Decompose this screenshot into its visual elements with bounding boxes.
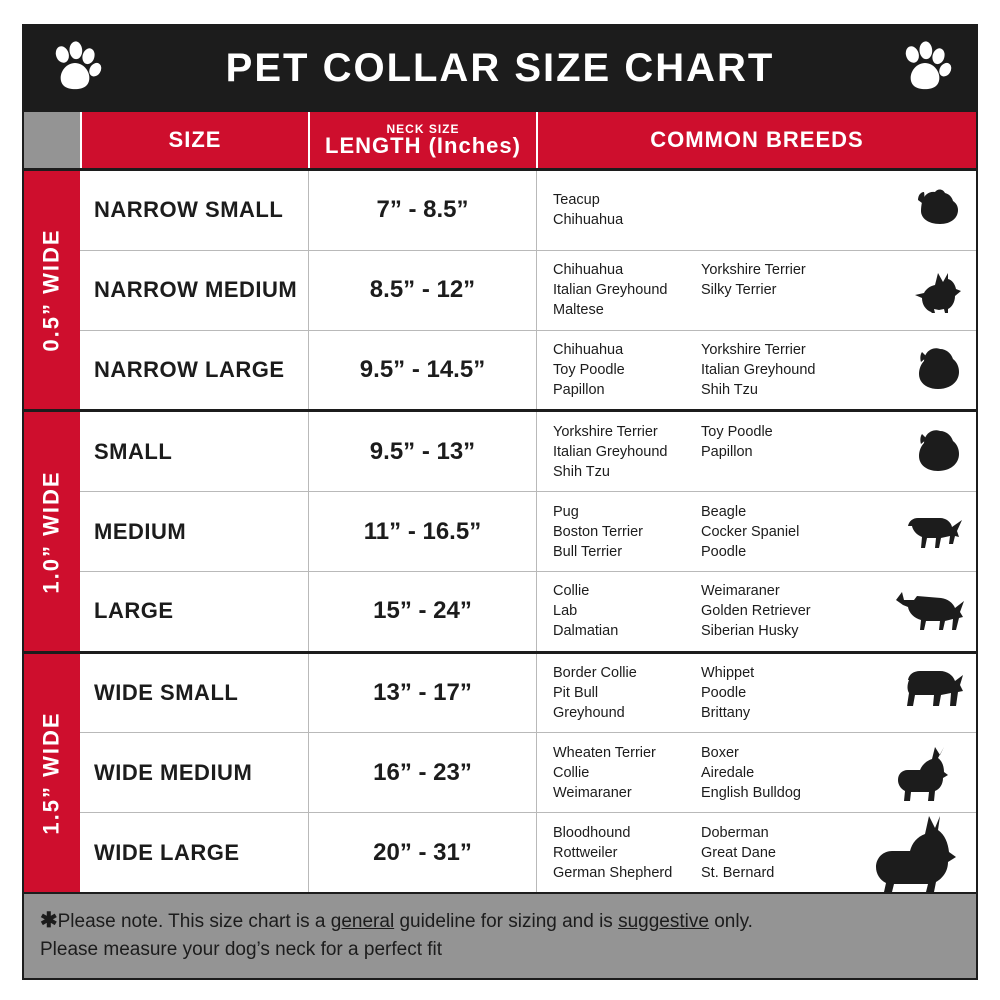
cell-breeds (536, 654, 976, 733)
cell-breeds (536, 331, 976, 410)
cell-length: 9.5” - 13” (308, 412, 536, 491)
breed-item: Yorkshire Terrier (553, 423, 658, 440)
breed-item: Weimaraner (553, 784, 632, 801)
breed-item: Great Dane (701, 844, 776, 861)
breed-item: Papillon (553, 381, 605, 398)
footer-text-suggestive: suggestive (618, 911, 709, 933)
column-header-breeds: COMMON BREEDS (536, 112, 976, 168)
cell-size: WIDE MEDIUM (94, 759, 253, 785)
cell-breeds (536, 813, 976, 892)
footer-text-a: Please note. This size chart is a (57, 911, 331, 933)
breed-item: Maltese (553, 302, 604, 319)
breed-item: Chihuahua (553, 341, 624, 358)
size-table (22, 112, 978, 894)
breed-item: Rottweiler (553, 844, 618, 861)
doberman-icon (870, 814, 966, 892)
breed-list-left (553, 663, 701, 723)
group-rows (80, 171, 976, 409)
breed-list-right (701, 422, 849, 482)
column-header-neck-size: NECK SIZE (386, 122, 460, 137)
breed-item: Airedale (701, 764, 755, 781)
paw-icon (898, 41, 952, 95)
group-label-narrow (24, 171, 80, 409)
footer-note (22, 894, 978, 980)
breed-item: Dalmatian (553, 623, 619, 640)
breed-item: Chihuahua (553, 212, 624, 229)
header-corner-cell (24, 112, 80, 168)
group-label-text: 1.5” WIDE (39, 711, 65, 835)
breed-item: St. Bernard (701, 864, 775, 881)
cell-length: 7” - 8.5” (308, 171, 536, 250)
chihuahua-icon (904, 267, 966, 313)
cell-length: 9.5” - 14.5” (308, 331, 536, 410)
asterisk-icon: ✱ (40, 909, 58, 933)
footer-text-c: only. (708, 911, 753, 933)
table-row (80, 171, 976, 250)
breed-item: Doberman (701, 824, 769, 841)
group-rows (80, 412, 976, 650)
group-label-wide (24, 654, 80, 892)
breed-item: Golden Retriever (701, 603, 811, 620)
breed-item: Italian Greyhound (553, 282, 668, 299)
breed-item: Papillon (701, 443, 753, 460)
cell-breeds (536, 492, 976, 571)
breed-list-left (553, 340, 701, 400)
breed-item: Brittany (701, 705, 751, 722)
cell-size: WIDE SMALL (94, 680, 239, 706)
breed-item: Boxer (701, 744, 739, 761)
fluffy-dog-icon (908, 346, 966, 394)
cell-length: 16” - 23” (308, 733, 536, 812)
table-row (80, 491, 976, 571)
breed-item: Weimaraner (701, 583, 780, 600)
breed-item: Pit Bull (553, 685, 599, 702)
cell-length: 15” - 24” (308, 572, 536, 651)
boxer-icon (892, 745, 966, 801)
breed-item: Collie (553, 583, 590, 600)
paw-icon (48, 41, 102, 95)
bulldog-icon (896, 668, 966, 718)
breed-list-left (553, 581, 701, 641)
breed-list-left (553, 743, 701, 803)
breed-list-right (701, 663, 849, 723)
group-wide (24, 651, 976, 892)
breed-item: Chihuahua (553, 262, 624, 279)
breed-item: Whippet (701, 665, 755, 682)
breed-item: Shih Tzu (553, 463, 610, 480)
cell-size: NARROW SMALL (94, 197, 284, 223)
cell-breeds (536, 251, 976, 330)
group-standard (24, 409, 976, 650)
breed-item: Lab (553, 603, 578, 620)
footer-text-general: general (330, 911, 395, 933)
cell-length: 11” - 16.5” (308, 492, 536, 571)
breed-list-right (701, 260, 849, 320)
breed-item: Silky Terrier (701, 282, 777, 299)
table-row (80, 732, 976, 812)
breed-list-right (701, 190, 849, 230)
footer-line-1 (40, 906, 960, 936)
breed-list-left (553, 190, 701, 230)
table-row (80, 654, 976, 733)
breed-list-right (701, 581, 849, 641)
breed-item: Siberian Husky (701, 623, 799, 640)
cell-length: 8.5” - 12” (308, 251, 536, 330)
breed-item: Poodle (701, 543, 747, 560)
breed-item: Toy Poodle (553, 361, 625, 378)
column-header-length-label: LENGTH (Inches) (325, 132, 521, 158)
table-row (80, 330, 976, 410)
group-narrow (24, 168, 976, 409)
breed-item: Yorkshire Terrier (701, 262, 806, 279)
breed-item: Bloodhound (553, 824, 631, 841)
breed-list-right (701, 823, 849, 883)
breed-item: Italian Greyhound (701, 361, 816, 378)
fluffy-dog-icon (908, 428, 966, 476)
breed-item: Collie (553, 764, 590, 781)
breed-list-right (701, 340, 849, 400)
group-rows (80, 654, 976, 892)
column-header-size: SIZE (80, 112, 308, 168)
breed-item: Greyhound (553, 705, 625, 722)
breed-item: Cocker Spaniel (701, 523, 800, 540)
breed-list-left (553, 823, 701, 883)
breed-item: Yorkshire Terrier (701, 341, 806, 358)
cell-breeds (536, 412, 976, 491)
breed-item: Shih Tzu (701, 381, 758, 398)
cell-size: MEDIUM (94, 518, 187, 544)
large-dog-icon (890, 588, 966, 634)
table-row (80, 812, 976, 892)
footer-text-b: guideline for sizing and is (394, 911, 619, 933)
cell-length: 20” - 31” (308, 813, 536, 892)
breed-list-left (553, 422, 701, 482)
cell-size: NARROW MEDIUM (94, 277, 298, 303)
table-row (80, 250, 976, 330)
table-row (80, 412, 976, 491)
cell-breeds (536, 733, 976, 812)
cell-size: SMALL (94, 438, 173, 464)
breed-list-right (701, 502, 849, 562)
breed-list-left (553, 260, 701, 320)
breed-list-left (553, 502, 701, 562)
cell-breeds (536, 171, 976, 250)
breed-item: Teacup (553, 192, 600, 209)
breed-item: Border Collie (553, 665, 637, 682)
table-row (80, 571, 976, 651)
breed-item: English Bulldog (701, 784, 801, 801)
cell-breeds (536, 572, 976, 651)
footer-line-2: Please measure your dog’s neck for a perfect fit (40, 939, 443, 961)
cell-size: LARGE (94, 598, 174, 624)
breed-item: Pug (553, 503, 579, 520)
breed-item: Bull Terrier (553, 543, 623, 560)
group-label-text: 0.5” WIDE (39, 228, 65, 352)
breed-list-right (701, 743, 849, 803)
group-label-text: 1.0” WIDE (39, 469, 65, 594)
breed-item: Wheaten Terrier (553, 744, 656, 761)
breed-item: Italian Greyhound (553, 443, 668, 460)
group-label-standard (24, 412, 80, 650)
cell-length: 13” - 17” (308, 654, 536, 733)
chart-header (22, 24, 978, 112)
table-header-row (24, 112, 976, 168)
cell-size: WIDE LARGE (94, 839, 240, 865)
column-header-length (308, 112, 536, 168)
breed-item: Beagle (701, 503, 747, 520)
medium-dog-icon (898, 512, 966, 552)
page-title: PET COLLAR SIZE CHART (225, 45, 775, 90)
breed-item: German Shepherd (553, 864, 673, 881)
breed-item: Boston Terrier (553, 523, 643, 540)
breed-item: Poodle (701, 685, 747, 702)
small-dog-icon (908, 188, 966, 232)
cell-size: NARROW LARGE (94, 356, 285, 382)
breed-item: Toy Poodle (701, 423, 773, 440)
